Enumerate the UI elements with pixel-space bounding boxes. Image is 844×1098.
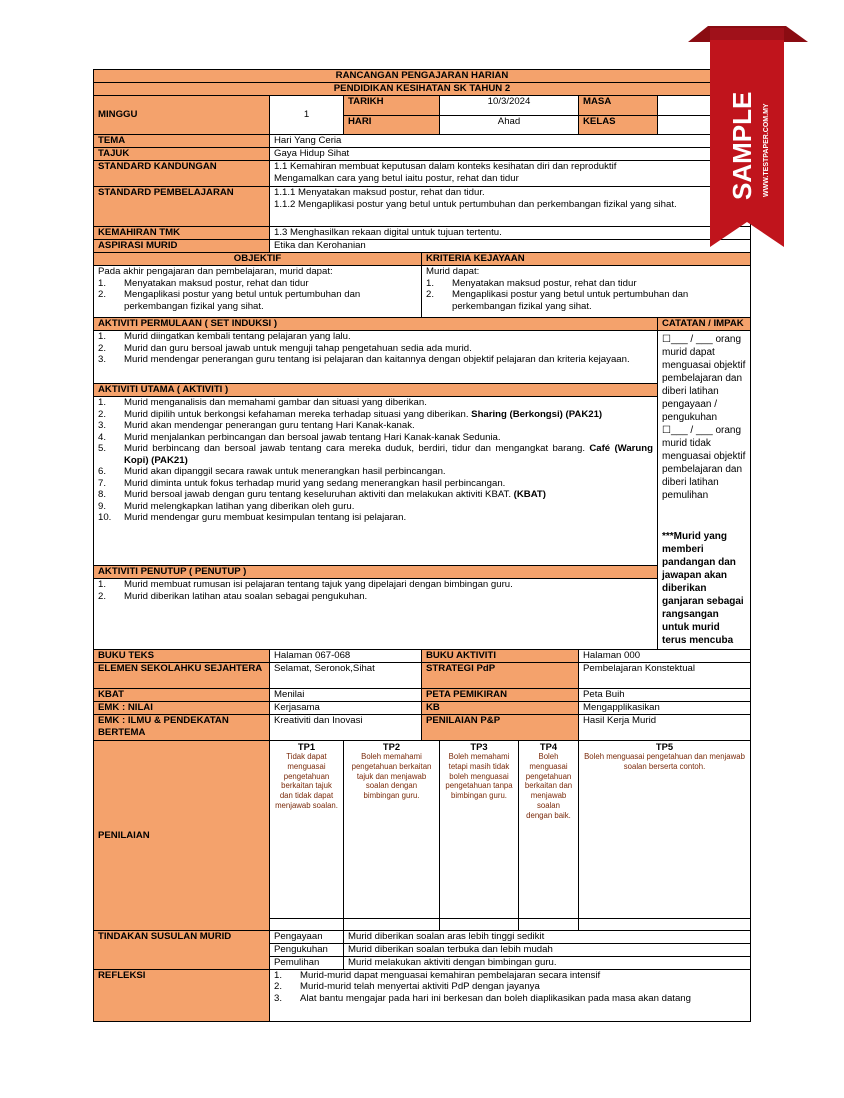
- peta-label: PETA PEMIKIRAN: [422, 689, 579, 702]
- nilai-label: EMK : NILAI: [94, 702, 270, 715]
- tp-empty-cell: [579, 918, 751, 930]
- kb-value: Mengapplikasikan: [579, 702, 751, 715]
- penutup-label: AKTIVITI PENUTUP ( PENUTUP ): [94, 565, 657, 579]
- susulan-value-0: Murid diberikan soalan aras lebih tinggi sedikit: [344, 930, 751, 943]
- tp-empty-cell: [440, 918, 519, 930]
- tema-label: TEMA: [94, 135, 270, 148]
- kbat-value: Menilai: [270, 689, 422, 702]
- tp-cell-5: TP5 Boleh menguasai pengetahuan dan menjawab soalan berserta contoh.: [579, 741, 751, 919]
- tajuk-label: TAJUK: [94, 148, 270, 161]
- tarikh-value: 10/3/2024: [440, 96, 579, 116]
- permulaan-label: AKTIVITI PERMULAAN ( SET INDUKSI ): [94, 318, 658, 331]
- susulan-value-1: Murid diberikan soalan terbuka dan lebih mudah: [344, 943, 751, 956]
- elemen-value: Selamat, Seronok,Sihat: [270, 663, 422, 689]
- catatan-content: ☐___ / ___ orang murid dapat menguasai objektif pembelajaran dan diberi latihan pengayaan / pengukuhan ☐___ / ___ orang murid tidak menguasai objektif pembelajaran dan diberi latihan pemulihan ***Murid yang memberi pandangan dan jawapan akan diberikan ganjaran sebagai rangsangan untuk murid terus mencuba: [658, 331, 751, 650]
- tp-cell-3: TP3 Boleh memahami tetapi masih tidak boleh menguasai pengetahuan tanpa bimbingan guru.: [440, 741, 519, 919]
- lesson-plan-table: [93, 69, 751, 1022]
- buku-teks-value: Halaman 067-068: [270, 650, 422, 663]
- kriteria-label: KRITERIA KEJAYAAN: [422, 253, 751, 266]
- objektif-content: Pada akhir pengajaran dan pembelajaran, murid dapat: 1. Menyatakan maksud postur, rehat dan tidur 2. Mengaplikasi postur yang betul untuk pertumbuhan dan perkembangan fizikal yang sihat.: [94, 266, 422, 318]
- utama-item: 6. Murid akan dipanggil secara rawak untuk menerangkan hasil perbincangan.: [98, 466, 446, 477]
- strategi-label: STRATEGI PdP: [422, 663, 579, 689]
- utama-item: 9. Murid melengkapkan latihan yang diberikan oleh guru.: [98, 500, 355, 512]
- susulan-key-1: Pengukuhan: [270, 943, 344, 956]
- susulan-key-0: Pengayaan: [270, 930, 344, 943]
- tp-empty-cell: [344, 918, 440, 930]
- lesson-plan-sheet: [93, 69, 750, 1022]
- tarikh-label: TARIKH: [344, 96, 440, 116]
- penutup-content: 1. Murid membuat rumusan isi pelajaran tentang tajuk yang dipelajari dengan bimbingan guru. 2. Murid diberikan latihan atau soalan sebagai pengukuhan.: [98, 579, 513, 602]
- utama-content: [94, 397, 657, 565]
- utama-item: 4. Murid menjalankan perbincangan dan bersoal jawab tentang Hari Kanak-kanak Sedunia.: [98, 431, 501, 443]
- nilai-value: Kerjasama: [270, 702, 422, 715]
- penilaian-label: PENILAIAN: [94, 741, 270, 931]
- buku-teks-label: BUKU TEKS: [94, 650, 270, 663]
- aspirasi-label: ASPIRASI MURID: [94, 240, 270, 253]
- refleksi-content: 1. Murid-murid dapat menguasai kemahiran pembelajaran secara intensif 2. Murid-murid telah menyertai aktiviti PdP dengan jayanya 3. Alat bantu mengajar pada hari ini berkesan dan boleh diaplikasikan pada masa akan datang: [270, 969, 751, 1021]
- minggu-value: 1: [270, 96, 344, 135]
- tp-cell-1: TP1 Tidak dapat menguasai pengetahuan berkaitan tajuk dan tidak dapat menjawab soalan.: [270, 741, 344, 919]
- tmk-label: KEMAHIRAN TMK: [94, 227, 270, 240]
- ilmu-label: EMK : ILMU & PENDEKATAN BERTEMA: [94, 715, 270, 741]
- title-main: RANCANGAN PENGAJARAN HARIAN: [94, 70, 751, 83]
- utama-item: 8. Murid bersoal jawab dengan guru tentang keseluruhan aktiviti dan melakukan aktiviti KBAT. (KBAT): [98, 489, 546, 500]
- objektif-label: OBJEKTIF: [94, 253, 422, 266]
- catatan-label: CATATAN / IMPAK: [658, 318, 751, 331]
- sk-value: 1.1 Kemahiran membuat keputusan dalam konteks kesihatan diri dan reproduktif Mengamalkan cara yang betul iaitu postur, rehat dan tidur: [270, 161, 751, 187]
- elemen-label: ELEMEN SEKOLAHKU SEJAHTERA: [94, 663, 270, 689]
- buku-aktiviti-value: Halaman 000: [579, 650, 751, 663]
- ribbon-url: WWW.TESTPAPER.COM.MY: [763, 103, 770, 197]
- tema-value: Hari Yang Ceria: [270, 135, 751, 148]
- hari-value: Ahad: [440, 116, 579, 135]
- utama-item: 3. Murid akan mendengar penerangan guru tentang Hari Kanak-kanak.: [98, 420, 415, 431]
- ilmu-value: Kreativiti dan Inovasi: [270, 715, 422, 741]
- aspirasi-value: Etika dan Kerohanian: [270, 240, 751, 253]
- susulan-key-2: Pemulihan: [270, 956, 344, 969]
- utama-item: 7. Murid diminta untuk fokus terhadap murid yang sedang menerangkan hasil perbincangan.: [98, 477, 506, 489]
- utama-label: AKTIVITI UTAMA ( AKTIVITI ): [94, 383, 657, 397]
- susulan-label: TINDAKAN SUSULAN MURID: [94, 930, 270, 969]
- penilaian-pp-value: Hasil Kerja Murid: [579, 715, 751, 741]
- masa-label: MASA: [579, 96, 658, 116]
- tp-empty-cell: [519, 918, 579, 930]
- kriteria-content: Murid dapat: 1. Menyatakan maksud postur, rehat dan tidur 2. Mengaplikasi postur yang betul untuk pertumbuhan dan perkembangan fizikal yang sihat.: [422, 266, 751, 318]
- kbat-label: KBAT: [94, 689, 270, 702]
- utama-item: 2. Murid dipilih untuk berkongsi kefahaman mereka terhadap situasi yang diberikan. Sharing (Berkongsi) (PAK21): [98, 408, 603, 420]
- refleksi-label: REFLEKSI: [94, 969, 270, 1021]
- tp-empty-cell: [270, 918, 344, 930]
- utama-item: 1. Murid menganalisis dan memahami gambar dan situasi yang diberikan.: [98, 397, 427, 408]
- sp-label: STANDARD PEMBELAJARAN: [94, 187, 270, 227]
- ribbon-text: SAMPLE: [727, 91, 757, 200]
- sp-value: 1.1.1 Menyatakan maksud postur, rehat dan tidur. 1.1.2 Mengaplikasi postur yang betul untuk pertumbuhan dan perkembangan fizikal yang sihat.: [270, 187, 751, 227]
- hari-label: HARI: [344, 116, 440, 135]
- utama-item: 10. Murid mendengar guru membuat kesimpulan tentang isi pelajaran.: [98, 512, 407, 523]
- utama-item: 5. Murid berbincang dan bersoal jawab tentang cara mereka duduk, berdiri, tidur dan mengangkat barang. Café (Warung Kopi) (PAK21): [98, 443, 653, 466]
- permulaan-content: 1. Murid diingatkan kembali tentang pelajaran yang lalu. 2. Murid dan guru bersoal jawab untuk menguji tahap pengetahuan sedia ada murid. 3. Murid mendengar penerangan guru tentang isi pelajaran dan kaitannya dengan objektif pelajaran dan kriteria kejayaan.: [98, 331, 630, 365]
- title-sub: PENDIDIKAN KESIHATAN SK TAHUN 2: [94, 83, 751, 96]
- minggu-label: MINGGU: [94, 96, 270, 135]
- tp-cell-2: TP2 Boleh memahami pengetahuan berkaitan tajuk dan menjawab soalan dengan bimbingan guru.: [344, 741, 440, 919]
- sk-label: STANDARD KANDUNGAN: [94, 161, 270, 187]
- aktiviti-block: [94, 331, 658, 650]
- tajuk-value: Gaya Hidup Sihat: [270, 148, 751, 161]
- sample-ribbon: [688, 22, 808, 262]
- penilaian-pp-label: PENILAIAN P&P: [422, 715, 579, 741]
- tp-cell-4: TP4 Boleh menguasai pengetahuan berkaitan dan menjawab soalan dengan baik.: [519, 741, 579, 919]
- kb-label: KB: [422, 702, 579, 715]
- susulan-value-2: Murid melakukan aktiviti dengan bimbingan guru.: [344, 956, 751, 969]
- strategi-value: Pembelajaran Konstektual: [579, 663, 751, 689]
- tmk-value: 1.3 Menghasilkan rekaan digital untuk tujuan tertentu.: [270, 227, 751, 240]
- kelas-label: KELAS: [579, 116, 658, 135]
- peta-value: Peta Buih: [579, 689, 751, 702]
- buku-aktiviti-label: BUKU AKTIVITI: [422, 650, 579, 663]
